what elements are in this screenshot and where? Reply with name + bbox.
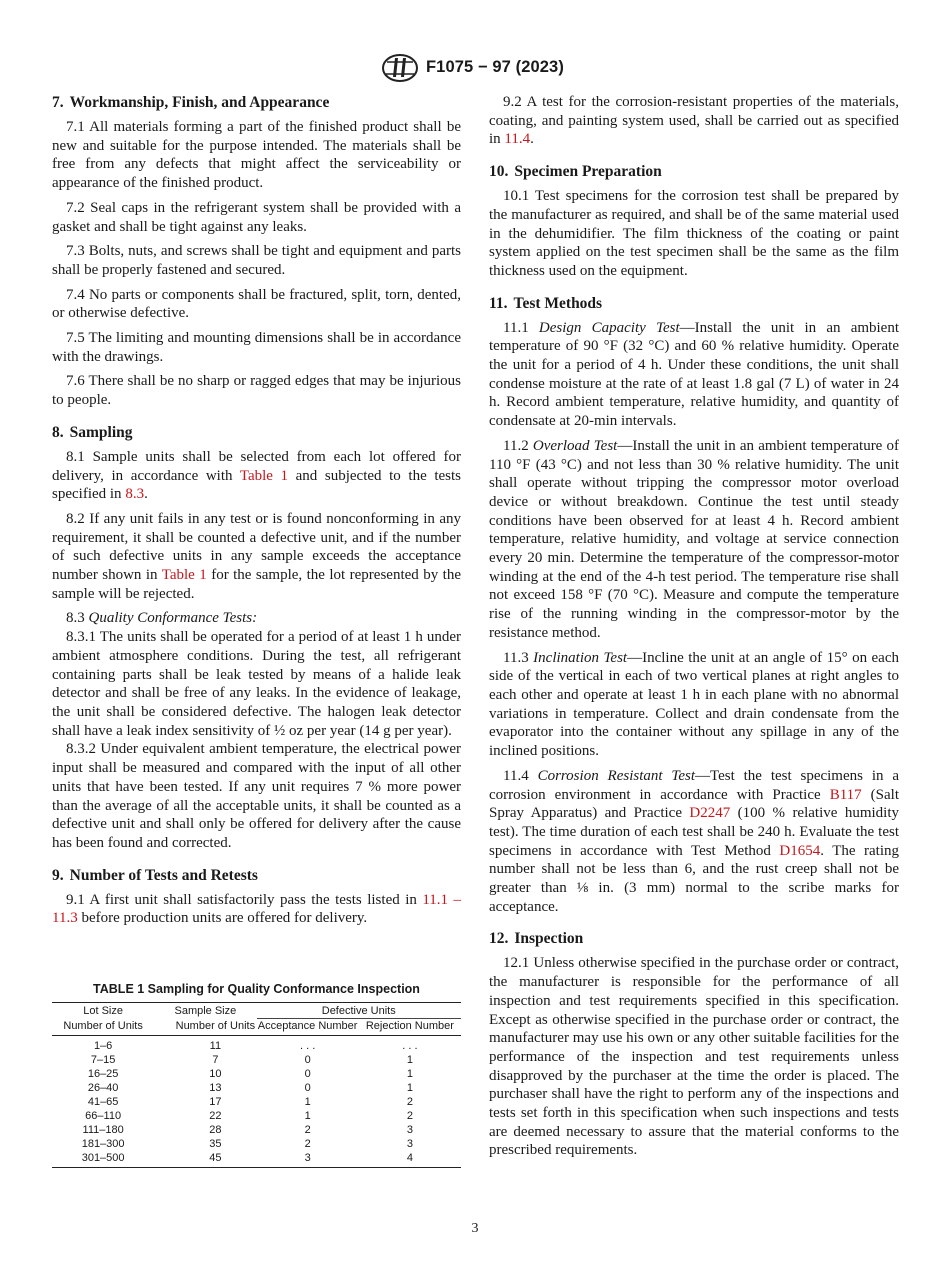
- astm-logo-icon: [381, 53, 419, 83]
- paragraph-7-1: 7.1 All materials forming a part of the finished product shall be new and suitable for the purpose intended. The materials shall be free from any defects that might affect the serviceability or appearance of the finished product.: [52, 119, 461, 192]
- table-cell: 2: [304, 1124, 311, 1136]
- table-cell: 26–40: [87, 1082, 119, 1094]
- table-cell: 16–25: [87, 1068, 119, 1080]
- section-8-3-link[interactable]: 8.3: [125, 486, 145, 503]
- table-cell: 1: [406, 1068, 413, 1080]
- table-cell: 28: [209, 1124, 222, 1136]
- section-8-heading: 8. Sampling: [52, 423, 133, 441]
- table-cell: 111–180: [82, 1124, 124, 1136]
- col-header-num-units: Number of Units: [52, 1019, 154, 1036]
- col-header-defective-units: Defective Units: [257, 1003, 462, 1019]
- table-cell: 7: [212, 1054, 219, 1066]
- table-row: [52, 1081, 461, 1095]
- col-header-lot-size: Lot Size: [52, 1003, 154, 1019]
- sampling-table: [52, 1002, 461, 1168]
- paragraph-9-1: 9.1 A first unit shall satisfactorily pass the tests listed in 11.1 – 11.3 before production units are offered for delivery.: [52, 891, 461, 927]
- table-cell: 181–300: [81, 1138, 125, 1150]
- col-header-rejection: Rejection Number: [359, 1019, 461, 1036]
- paragraph-7-2: 7.2 Seal caps in the refrigerant system shall be provided with a gasket and shall be tight against any leaks.: [52, 199, 461, 235]
- page-header: [0, 50, 950, 86]
- table-cell: 1: [304, 1096, 311, 1108]
- table-cell: 0: [304, 1054, 311, 1066]
- table-cell: 1: [304, 1110, 311, 1122]
- paragraph-8-3-2: 8.3.2 Under equivalent ambient temperature, the electrical power input shall be measured and compared with the input of all other units that have been tested. If any unit requires 7 % more power than the average of all the acceptable units, it shall be counted as a defective unit and shall only be offered for delivery after the cause has been found and corrected.: [52, 741, 461, 851]
- table-cell: 3: [406, 1138, 413, 1150]
- table-cell: 301–500: [52, 1151, 154, 1168]
- table-cell: 3: [257, 1151, 359, 1168]
- table-cell: 1–6: [93, 1040, 113, 1052]
- page-number: 3: [471, 1221, 479, 1236]
- section-12-heading: 12. Inspection: [489, 930, 584, 948]
- table-cell: . . .: [299, 1040, 316, 1052]
- table-cell: 3: [406, 1124, 413, 1136]
- paragraph-7-3: 7.3 Bolts, nuts, and screws shall be tight and equipment and parts shall be properly fastened and secured.: [52, 243, 461, 278]
- paragraph-9-2: 9.2 A test for the corrosion-resistant properties of the materials, coating, and painting system used, shall be carried out as specified in 11.4.: [489, 94, 899, 148]
- section-11-heading: 11. Test Methods: [489, 294, 603, 312]
- table-cell: 0: [304, 1082, 311, 1094]
- paragraph-7-4: 7.4 No parts or components shall be fractured, split, torn, dented, or otherwise defective.: [52, 286, 461, 322]
- table-cell: 35: [209, 1138, 222, 1150]
- table-1-link[interactable]: Table 1: [239, 467, 289, 484]
- paragraph-7-5: 7.5 The limiting and mounting dimensions shall be in accordance with the drawings.: [52, 330, 461, 365]
- table-row: [52, 1095, 461, 1109]
- section-9-heading: 9. Number of Tests and Retests: [52, 866, 258, 884]
- paragraph-8-3-1: 8.3.1 The units shall be operated for a period of at least 1 h under ambient atmosphere conditions. During the test, all refrigerant containing parts shall be leak tested by means of a halide leak detector and shall be free of any leaks. In the evidence of leakage, the unit shall be considered defective. The halogen leak detector shall have a leak index sensitivity of ½ oz per year (14 g per year).: [52, 629, 461, 739]
- table-cell: 0: [304, 1068, 311, 1080]
- table-cell: 1: [406, 1082, 413, 1094]
- table-cell: 10: [209, 1068, 222, 1080]
- col-header-number-of-units: Number of Units: [154, 1019, 256, 1036]
- b117-link[interactable]: B117: [829, 786, 862, 803]
- right-column: [489, 93, 899, 1166]
- paragraph-11-1: 11.1 Design Capacity Test—Install the unit in an ambient temperature of 90 °F (32 °C) and 60 % relative humidity. Operate the unit for a period of 4 h. Under these conditions, the unit shall condense moisture at the rate of at least 1.8 gal (7 L) of water in 24 h. Record ambient temperature, relative humidity, and quantity of condensate at 20-min intervals.: [489, 319, 900, 430]
- table-cell: 41–65: [87, 1096, 119, 1108]
- table-cell: 11: [209, 1040, 222, 1052]
- paragraph-8-3: 8.3 Quality Conformance Tests:: [66, 610, 258, 627]
- table-row: [52, 1151, 461, 1168]
- paragraph-8-1: 8.1 Sample units shall be selected from each lot offered for delivery, in accordance with Table 1 and subjected to the tests specified in 8.3.: [52, 448, 461, 503]
- table-cell: 2: [406, 1110, 413, 1122]
- table-row: [52, 1137, 461, 1151]
- d1654-link[interactable]: D1654: [779, 842, 821, 859]
- paragraph-12-1: 12.1 Unless otherwise specified in the purchase order or contract, the manufacturer is responsible for the performance of all inspection and test requirements specified in this specification. Except as otherwise specified in the purchase order or contract, the manufacturer may use his own or any other suitable facilities for the performance of the inspection and test requirements unless disapproved by the purchaser at the time the order is placed. The purchaser shall have the right to perform any of the inspections and tests set forth in this specification when such inspections and tests are deemed necessary to assure that the material conforms to the prescribed requirements.: [489, 955, 899, 1159]
- table-cell: 13: [209, 1082, 222, 1094]
- table-cell: 17: [209, 1096, 222, 1108]
- section-11-4-link[interactable]: 11.4: [504, 131, 531, 148]
- paragraph-11-4: 11.4 Corrosion Resistant Test—Test the test specimens in a corrosion environment in accordance with Practice B117 (Salt Spray Apparatus) and Practice D2247 (100 % relative humidity test). The time duration of each test shall be 240 h. Evaluate the test specimens in accordance with Test Method D1654. The rating number shall not be less than 6, and the rust creep shall not be greater than ⅛ in. (3 mm) normal to the scribe marks for acceptance.: [489, 767, 899, 915]
- table-1-link[interactable]: Table 1: [161, 567, 207, 584]
- table-cell: 2: [406, 1096, 413, 1108]
- table-row: [52, 1067, 461, 1081]
- paragraph-7-6: 7.6 There shall be no sharp or ragged edges that may be injurious to people.: [52, 373, 461, 409]
- table-row: [52, 1036, 461, 1054]
- table-row: [52, 1053, 461, 1067]
- table-cell: 45: [154, 1151, 256, 1168]
- document-designation: F1075 − 97 (2023): [426, 58, 564, 76]
- table-cell: . . .: [402, 1040, 418, 1052]
- section-7-heading: 7. Workmanship, Finish, and Appearance: [52, 94, 330, 111]
- left-column: [52, 93, 461, 934]
- table-cell: 22: [209, 1110, 222, 1122]
- table-1: [52, 982, 461, 1168]
- col-header-sample-size: Sample Size: [154, 1003, 256, 1019]
- paragraph-8-2: 8.2 If any unit fails in any test or is found nonconforming in any requirement, it shall be counted a defective unit, and if the number of such defective units in any sample exceeds the acceptance number shown in Table 1 for the sample, the lot represented by the sample will be rejected.: [52, 510, 461, 602]
- d2247-link[interactable]: D2247: [689, 805, 731, 822]
- table-cell: 2: [304, 1138, 311, 1150]
- paragraph-10-1: 10.1 Test specimens for the corrosion test shall be prepared by the manufacturer as required, and shall be of the same material used in the dehumidifier. The film thickness of the coating or paint system applied on the test specimen shall be the same as the film thickness used on the equipment.: [489, 188, 899, 279]
- table-cell: 7–15: [90, 1054, 116, 1066]
- section-11-1-11-3-link[interactable]: 11.1 – 11.3: [52, 891, 461, 927]
- table-row: [52, 1109, 461, 1123]
- table-cell: 66–110: [85, 1110, 122, 1122]
- paragraph-11-3: 11.3 Inclination Test—Incline the unit at an angle of 15° on each side of the vertical in each of two vertical planes at right angles to each other and operate at least 1 h in each plane with no abnormal variations in temperature. Collect and drain condensate from the evaporator into the container without any spillage in any of the inclined positions.: [489, 649, 899, 760]
- table-row: [52, 1123, 461, 1137]
- section-10-heading: 10. Specimen Preparation: [489, 163, 662, 181]
- table-cell: 4: [359, 1151, 461, 1168]
- paragraph-11-2: 11.2 Overload Test—Install the unit in an ambient temperature of 110 °F (43 °C) and not less than 30 % relative humidity. The unit shall operate without tripping the compressor motor overload device or without breakdown. Continue the test until steady conditions have been observed for at least 4 h. Record ambient temperature, relative humidity, and voltage at service connection every 20 min. Determine the temperature of the compressor-motor winding at the end of the 4-h test period. The temperature rise shall not exceed 158 °F (70 °C). Measure and compute the temperature rise of the running winding in the compressor-motor by the resistance method.: [489, 437, 900, 641]
- table-1-caption: TABLE 1 Sampling for Quality Conformance Inspection: [93, 982, 420, 996]
- col-header-acceptance: Acceptance Number: [257, 1019, 359, 1036]
- table-cell: 1: [406, 1054, 413, 1066]
